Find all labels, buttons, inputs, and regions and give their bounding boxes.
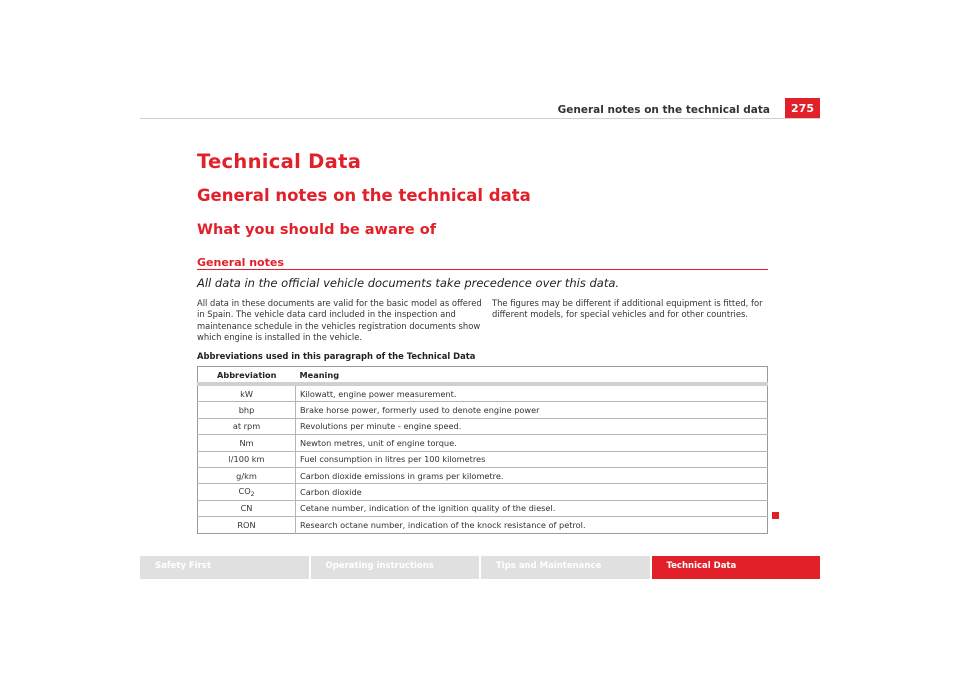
table-row [198,402,768,418]
abbreviation-cell: g/km [198,467,296,483]
footer-navigation [140,556,820,579]
meaning-cell: Cetane number, indication of the ignition quality of the diesel. [296,500,768,516]
table-row [198,435,768,451]
meaning-cell: Fuel consumption in litres per 100 kilometres [296,451,768,467]
chapter-title: Technical Data [197,150,362,173]
page-number: 275 [785,98,820,118]
meaning-cell: Research octane number, indication of the knock resistance of petrol. [296,517,768,533]
section-end-marker [772,512,779,519]
lead-statement: All data in the official vehicle documents take precedence over this data. [197,276,620,290]
table-row [198,384,768,402]
footer-tab-safety-first[interactable]: Safety First [140,556,309,579]
meaning-cell: Carbon dioxide [296,484,768,500]
notes-divider [197,269,768,270]
meaning-cell: Kilowatt, engine power measurement. [296,384,768,402]
meaning-cell: Brake horse power, formerly used to denote engine power [296,402,768,418]
subsection-title: What you should be aware of [197,222,437,238]
section-title: General notes on the technical data [197,186,531,205]
table-row [198,517,768,533]
table-row [198,451,768,467]
meaning-cell: Newton metres, unit of engine torque. [296,435,768,451]
table-header-row [198,367,768,385]
subscript-text: 2 [250,491,255,499]
abbreviation-cell [198,484,296,500]
body-text-left: All data in these documents are valid for the basic model as offered in Spain. The vehicle data card included in the inspection and maintenance schedule in the vehicles registration documents show which engine is installed in the vehicle. [197,298,482,343]
abbreviation-cell: at rpm [198,418,296,434]
abbreviation-cell: bhp [198,402,296,418]
table-row [198,484,768,500]
abbreviation-cell: kW [198,384,296,402]
footer-tab-technical-data[interactable]: Technical Data [652,556,821,579]
body-text-right: The figures may be different if additional equipment is fitted, for different models, for special vehicles and for other countries. [492,298,763,320]
table-row [198,500,768,516]
column-header-meaning: Meaning [296,367,768,385]
column-header-abbreviation: Abbreviation [198,367,296,385]
abbreviation-cell: Nm [198,435,296,451]
notes-heading: General notes [197,256,284,269]
abbreviation-cell: RON [198,517,296,533]
table-row [198,418,768,434]
abbreviation-cell: CN [198,500,296,516]
abbreviations-heading: Abbreviations used in this paragraph of the Technical Data [197,351,476,361]
abbreviations-table [197,366,768,534]
abbreviation-cell: l/100 km [198,451,296,467]
abbreviation-text: CO [238,486,251,497]
meaning-cell: Revolutions per minute - engine speed. [296,418,768,434]
meaning-cell: Carbon dioxide emissions in grams per kilometre. [296,467,768,483]
footer-tab-tips-and-maintenance[interactable]: Tips and Maintenance [481,556,650,579]
table-row [198,467,768,483]
header-divider [140,118,820,119]
footer-tab-operating-instructions[interactable]: Operating instructions [311,556,480,579]
running-header: General notes on the technical data [557,104,770,116]
